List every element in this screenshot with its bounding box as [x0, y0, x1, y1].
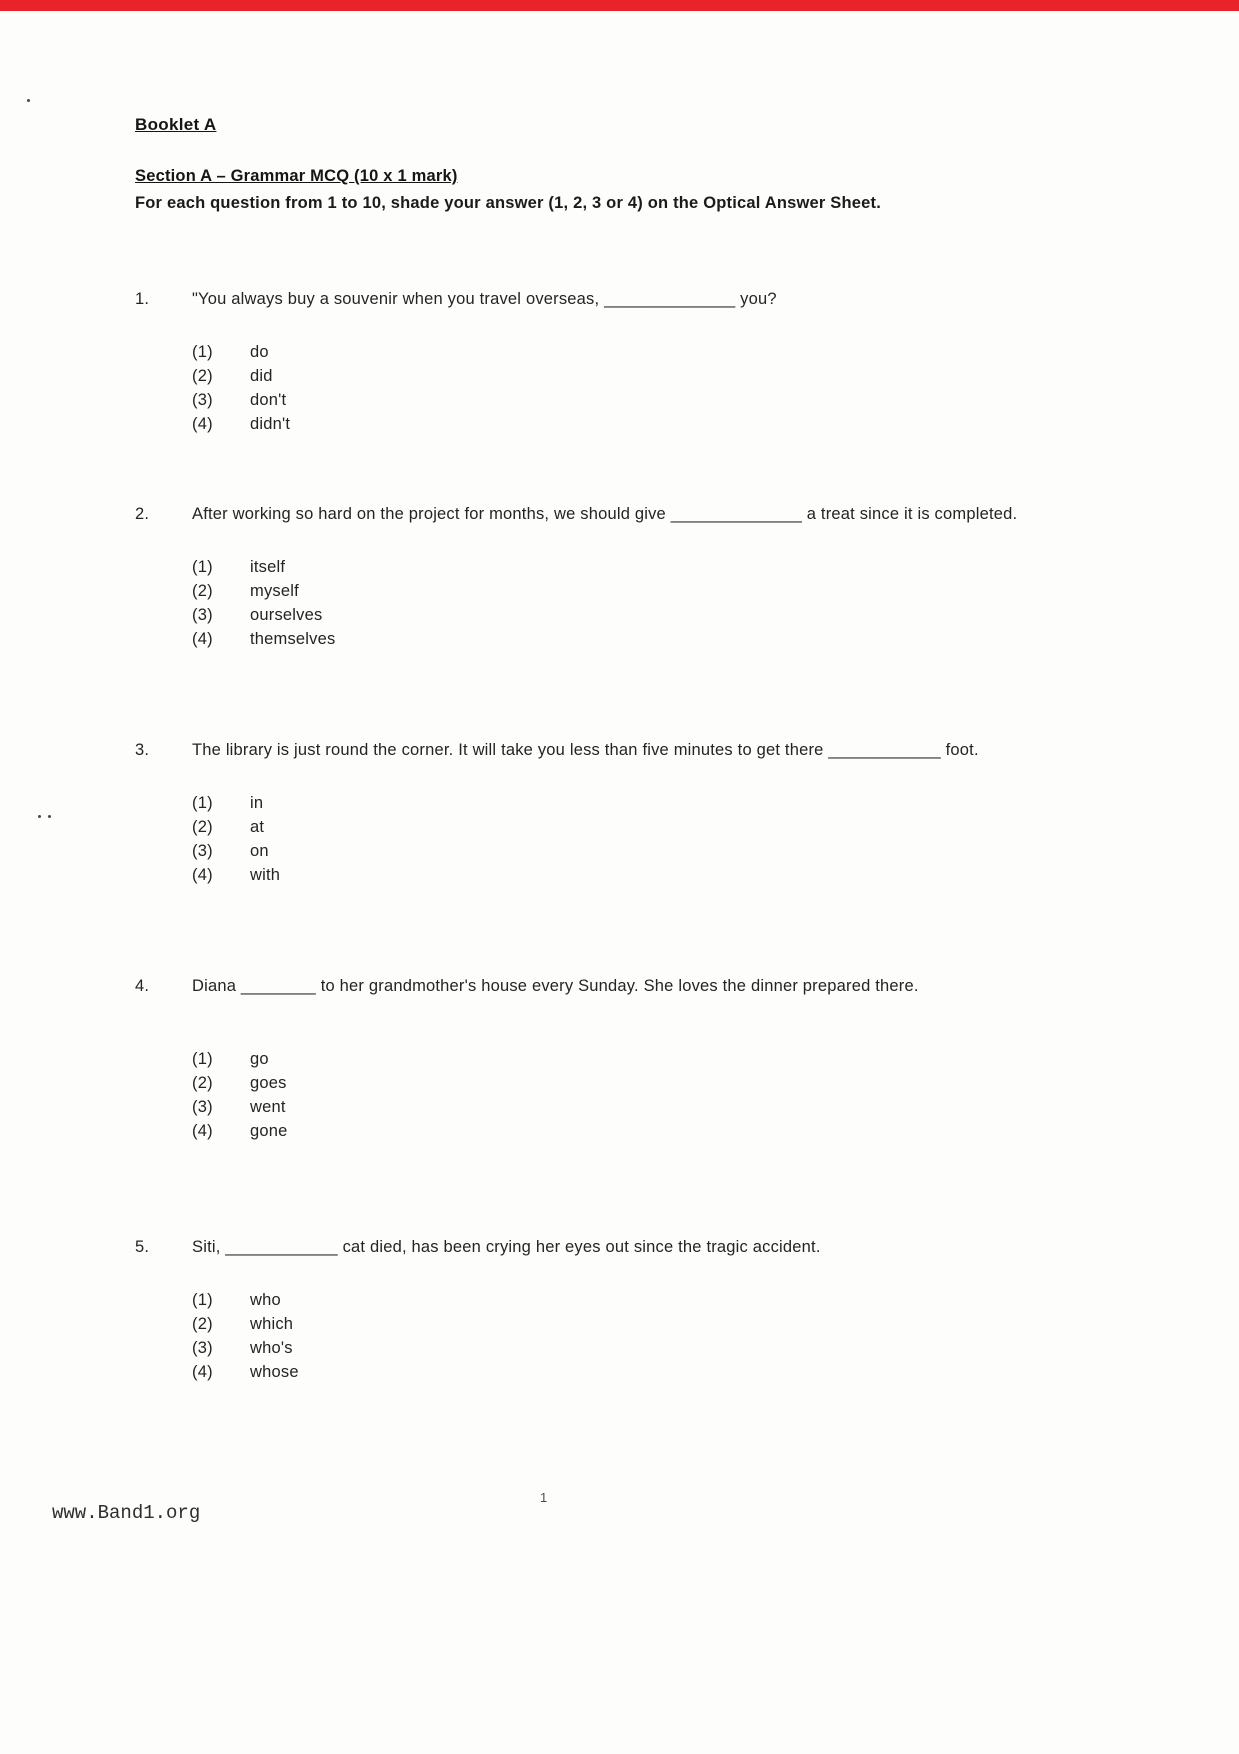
option-number: (4): [192, 630, 213, 648]
question-text: Siti, ____________ cat died, has been crying her eyes out since the tragic accident.: [192, 1238, 821, 1256]
question-body: [192, 287, 1120, 436]
option-number: (4): [192, 866, 213, 884]
option: [192, 340, 1120, 364]
option: [192, 364, 1120, 388]
option-label: myself: [250, 582, 299, 600]
question-text: Diana ________ to her grandmother's house every Sunday. She loves the dinner prepared there.: [192, 977, 919, 995]
question-body: [192, 974, 1120, 1143]
option-label: with: [250, 866, 281, 884]
option-label: who's: [250, 1339, 293, 1357]
section-instructions: For each question from 1 to 10, shade your answer (1, 2, 3 or 4) on the Optical Answer Sheet.: [135, 194, 882, 212]
option: [192, 1360, 1120, 1384]
option-number: (3): [192, 1339, 213, 1357]
option: [192, 839, 1120, 863]
question-number: 4.: [135, 977, 150, 995]
footer-watermark-url: www.Band1.org: [52, 1502, 201, 1524]
option-number: (1): [192, 1050, 213, 1068]
option-number: (3): [192, 842, 213, 860]
question-number: 2.: [135, 505, 150, 523]
option: [192, 603, 1120, 627]
option-label: ourselves: [250, 606, 323, 624]
question-4: [135, 974, 1120, 1143]
option: [192, 1336, 1120, 1360]
option: [192, 579, 1120, 603]
option-label: goes: [250, 1074, 287, 1092]
question-text: "You always buy a souvenir when you travel overseas, ______________ you?: [192, 290, 777, 308]
option-number: (1): [192, 1291, 213, 1309]
option-number: (3): [192, 606, 213, 624]
scan-artifact-dot: [27, 99, 30, 102]
question-body: [192, 1235, 1120, 1384]
option-number: (4): [192, 415, 213, 433]
question-number: 5.: [135, 1238, 150, 1256]
option-label: itself: [250, 558, 286, 576]
option-label: at: [250, 818, 265, 836]
option-label: who: [250, 1291, 281, 1309]
question-text: After working so hard on the project for months, we should give ______________ a treat since it is completed.: [192, 505, 1018, 523]
option-label: in: [250, 794, 264, 812]
question-2: [135, 502, 1120, 651]
option-label: do: [250, 343, 269, 361]
option: [192, 1288, 1120, 1312]
option-number: (1): [192, 558, 213, 576]
option: [192, 1095, 1120, 1119]
option-number: (3): [192, 391, 213, 409]
option-number: (2): [192, 818, 213, 836]
question-body: [192, 738, 1120, 887]
question-text: The library is just round the corner. It will take you less than five minutes to get there ____________ foot.: [192, 741, 979, 759]
option-label: went: [250, 1098, 286, 1116]
section-heading: Section A – Grammar MCQ (10 x 1 mark): [135, 167, 458, 185]
option: [192, 1119, 1120, 1143]
options-list: [192, 340, 1120, 436]
option-label: whose: [250, 1363, 299, 1381]
option-number: (3): [192, 1098, 213, 1116]
option-number: (2): [192, 367, 213, 385]
option: [192, 815, 1120, 839]
options-list: [192, 555, 1120, 651]
option-number: (4): [192, 1122, 213, 1140]
options-list: [192, 791, 1120, 887]
option: [192, 1071, 1120, 1095]
option-label: which: [250, 1315, 294, 1333]
option: [192, 388, 1120, 412]
option: [192, 863, 1120, 887]
option-label: don't: [250, 391, 287, 409]
options-list: [192, 1288, 1120, 1384]
option-number: (4): [192, 1363, 213, 1381]
option-number: (1): [192, 794, 213, 812]
option-label: go: [250, 1050, 269, 1068]
question-number: 1.: [135, 290, 150, 308]
option-label: themselves: [250, 630, 336, 648]
booklet-title: Booklet A: [135, 115, 217, 134]
option: [192, 791, 1120, 815]
option-label: gone: [250, 1122, 288, 1140]
option: [192, 555, 1120, 579]
scan-artifact-dot: [48, 815, 51, 818]
question-3: [135, 738, 1120, 887]
option-label: did: [250, 367, 273, 385]
option-number: (1): [192, 343, 213, 361]
option-number: (2): [192, 1315, 213, 1333]
question-number: 3.: [135, 741, 150, 759]
options-list: [192, 1047, 1120, 1143]
option-label: on: [250, 842, 269, 860]
question-body: [192, 502, 1120, 651]
option-number: (2): [192, 582, 213, 600]
question-1: [135, 287, 1120, 436]
page-number: 1: [540, 1490, 548, 1505]
option: [192, 1312, 1120, 1336]
question-5: [135, 1235, 1120, 1384]
option: [192, 412, 1120, 436]
option: [192, 1047, 1120, 1071]
scan-top-red-bar: [0, 0, 1239, 11]
scan-artifact-dot: [38, 815, 41, 818]
option-number: (2): [192, 1074, 213, 1092]
option: [192, 627, 1120, 651]
option-label: didn't: [250, 415, 291, 433]
